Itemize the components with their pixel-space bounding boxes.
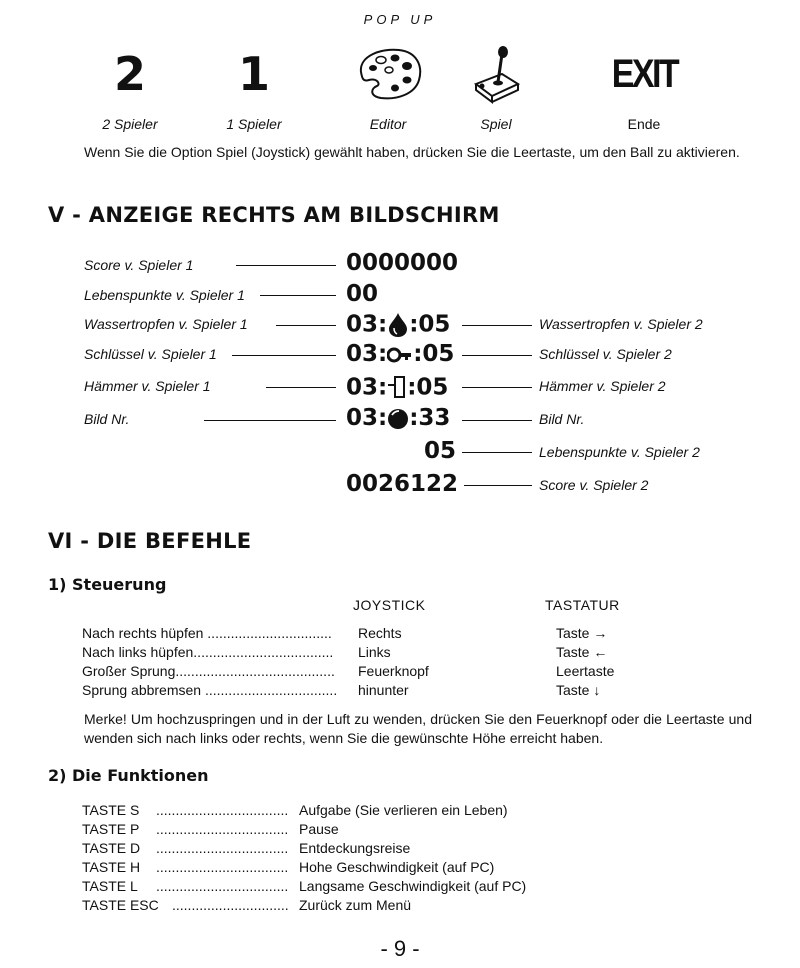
steering-key-brake: Taste ↓	[556, 682, 601, 698]
connector-line	[462, 325, 532, 326]
menu-item-game	[436, 42, 556, 132]
function-desc-d: Entdeckungsreise	[299, 840, 411, 856]
menu-label-editor: Editor	[369, 116, 407, 132]
hud-level-value-a: 03:	[346, 405, 388, 431]
page-number: - 9 -	[380, 936, 420, 961]
hud-label-keys-p1: Schlüssel v. Spieler 1	[84, 346, 217, 362]
hud-label-lives-p2: Lebenspunkte v. Spieler 2	[539, 444, 700, 460]
hud-label-lives-p1: Lebenspunkte v. Spieler 1	[84, 287, 245, 303]
menu-item-editor	[328, 42, 448, 132]
menu-label-2-players: 2 Spieler	[102, 116, 158, 132]
steering-note: Merke! Um hochzuspringen und in der Luft zu wenden, drücken Sie den Feuerknopf oder die Leertaste und wenden sich nach links oder rechts, wenn Sie die gewünschte Höhe erreicht haben.	[84, 711, 752, 746]
connector-line	[232, 355, 336, 356]
steering-key-left: Taste ←	[556, 644, 608, 660]
hud-label-keys-p2: Schlüssel v. Spieler 2	[539, 346, 672, 362]
joystick-icon	[468, 44, 524, 104]
steering-heading: 1) Steuerung	[48, 575, 167, 594]
hud-label-score-p2: Score v. Spieler 2	[539, 477, 649, 493]
function-key-d: TASTE D	[82, 840, 141, 856]
number-2-icon: 2	[113, 47, 146, 101]
menu-item-exit	[584, 42, 704, 132]
hud-drops	[346, 312, 450, 338]
hud-label-drops-p1: Wassertropfen v. Spieler 1	[84, 316, 248, 332]
steering-key-right: Taste →	[556, 625, 608, 641]
function-key-esc: TASTE ESC	[82, 897, 159, 913]
hud-label-hammers-p2: Hämmer v. Spieler 2	[539, 378, 666, 394]
connector-line	[462, 452, 532, 453]
hud-label-score-p1: Score v. Spieler 1	[84, 257, 194, 273]
function-key-h: TASTE H	[82, 859, 141, 875]
function-key-l: TASTE L	[82, 878, 138, 894]
palette-icon	[351, 46, 425, 102]
key-icon	[387, 347, 413, 363]
connector-line	[260, 295, 336, 296]
steering-key-big-jump: Leertaste	[556, 663, 615, 679]
steering-joystick-big-jump: Feuerknopf	[358, 663, 429, 679]
connector-line	[462, 355, 532, 356]
number-1-icon: 1	[237, 47, 270, 101]
section-5-heading: V - ANZEIGE RECHTS AM BILDSCHIRM	[48, 203, 500, 227]
functions-heading: 2) Die Funktionen	[48, 766, 209, 785]
hud-hammers-p2-value: :05	[407, 374, 449, 401]
function-dots: ..................................	[156, 802, 289, 818]
function-dots: ..............................	[172, 897, 289, 913]
function-dots: ..................................	[156, 840, 289, 856]
ball-icon	[387, 408, 409, 430]
hud-label-drops-p2: Wassertropfen v. Spieler 2	[539, 316, 703, 332]
hud-drops-p1-value: 03:	[346, 311, 388, 338]
menu-label-game: Spiel	[480, 116, 512, 132]
menu-label-exit: Ende	[627, 116, 661, 132]
hud-keys	[346, 343, 454, 366]
menu-item-2-players	[70, 42, 190, 132]
hud-lives-p1: 00	[346, 281, 379, 307]
hud-label-level-right: Bild Nr.	[539, 411, 585, 427]
connector-line	[462, 387, 532, 388]
steering-joystick-right: Rechts	[358, 625, 402, 641]
hud-hammers	[346, 375, 448, 401]
hud-score-p2: 0026122	[346, 471, 459, 497]
hud-lives-p2: 05	[424, 438, 457, 464]
hud-keys-p2-value: :05	[413, 341, 455, 367]
connector-line	[276, 325, 336, 326]
connector-line	[266, 387, 336, 388]
function-desc-esc: Zurück zum Menü	[299, 897, 412, 913]
connector-line	[464, 485, 532, 486]
steering-joystick-brake: hinunter	[358, 682, 409, 698]
page-header-title: POP UP	[363, 12, 437, 27]
function-desc-h: Hohe Geschwindigkeit (auf PC)	[299, 859, 495, 875]
hud-hammers-p1-value: 03:	[346, 374, 388, 401]
function-dots: ..................................	[156, 859, 289, 875]
exit-icon: EXIT	[611, 51, 677, 96]
hud-label-level-left: Bild Nr.	[84, 411, 130, 427]
col-keyboard-header: TASTATUR	[545, 597, 620, 613]
section-6-heading: VI - DIE BEFEHLE	[48, 529, 252, 553]
hud-drops-p2-value: :05	[409, 311, 451, 338]
steering-action-right: Nach rechts hüpfen ................................	[82, 625, 332, 641]
steering-action-big-jump: Großer Sprung.........................................	[82, 663, 335, 679]
function-dots: ..................................	[156, 821, 289, 837]
menu-item-1-player	[194, 42, 314, 132]
menu-label-1-player: 1 Spieler	[226, 116, 282, 132]
function-dots: ..................................	[156, 878, 289, 894]
menu-note: Wenn Sie die Option Spiel (Joystick) gewählt haben, drücken Sie die Leertaste, um den Ball zu aktivieren.	[84, 144, 740, 160]
function-key-p: TASTE P	[82, 821, 140, 837]
water-drop-icon	[387, 312, 409, 338]
col-joystick-header: JOYSTICK	[353, 597, 426, 613]
steering-joystick-left: Links	[358, 644, 391, 660]
hud-label-hammers-p1: Hämmer v. Spieler 1	[84, 378, 211, 394]
connector-line	[204, 420, 336, 421]
hud-score-p1: 0000000	[346, 250, 459, 276]
hammer-icon	[387, 375, 407, 401]
function-desc-p: Pause	[299, 821, 339, 837]
steering-action-brake: Sprung abbremsen ..................................	[82, 682, 338, 698]
connector-line	[236, 265, 336, 266]
function-desc-l: Langsame Geschwindigkeit (auf PC)	[299, 878, 527, 894]
connector-line	[462, 420, 532, 421]
hud-keys-p1-value: 03:	[346, 341, 388, 367]
hud-level	[346, 407, 450, 430]
function-desc-s: Aufgabe (Sie verlieren ein Leben)	[299, 802, 508, 818]
hud-level-value-b: :33	[409, 405, 451, 431]
function-key-s: TASTE S	[82, 802, 140, 818]
steering-action-left: Nach links hüpfen....................................	[82, 644, 334, 660]
